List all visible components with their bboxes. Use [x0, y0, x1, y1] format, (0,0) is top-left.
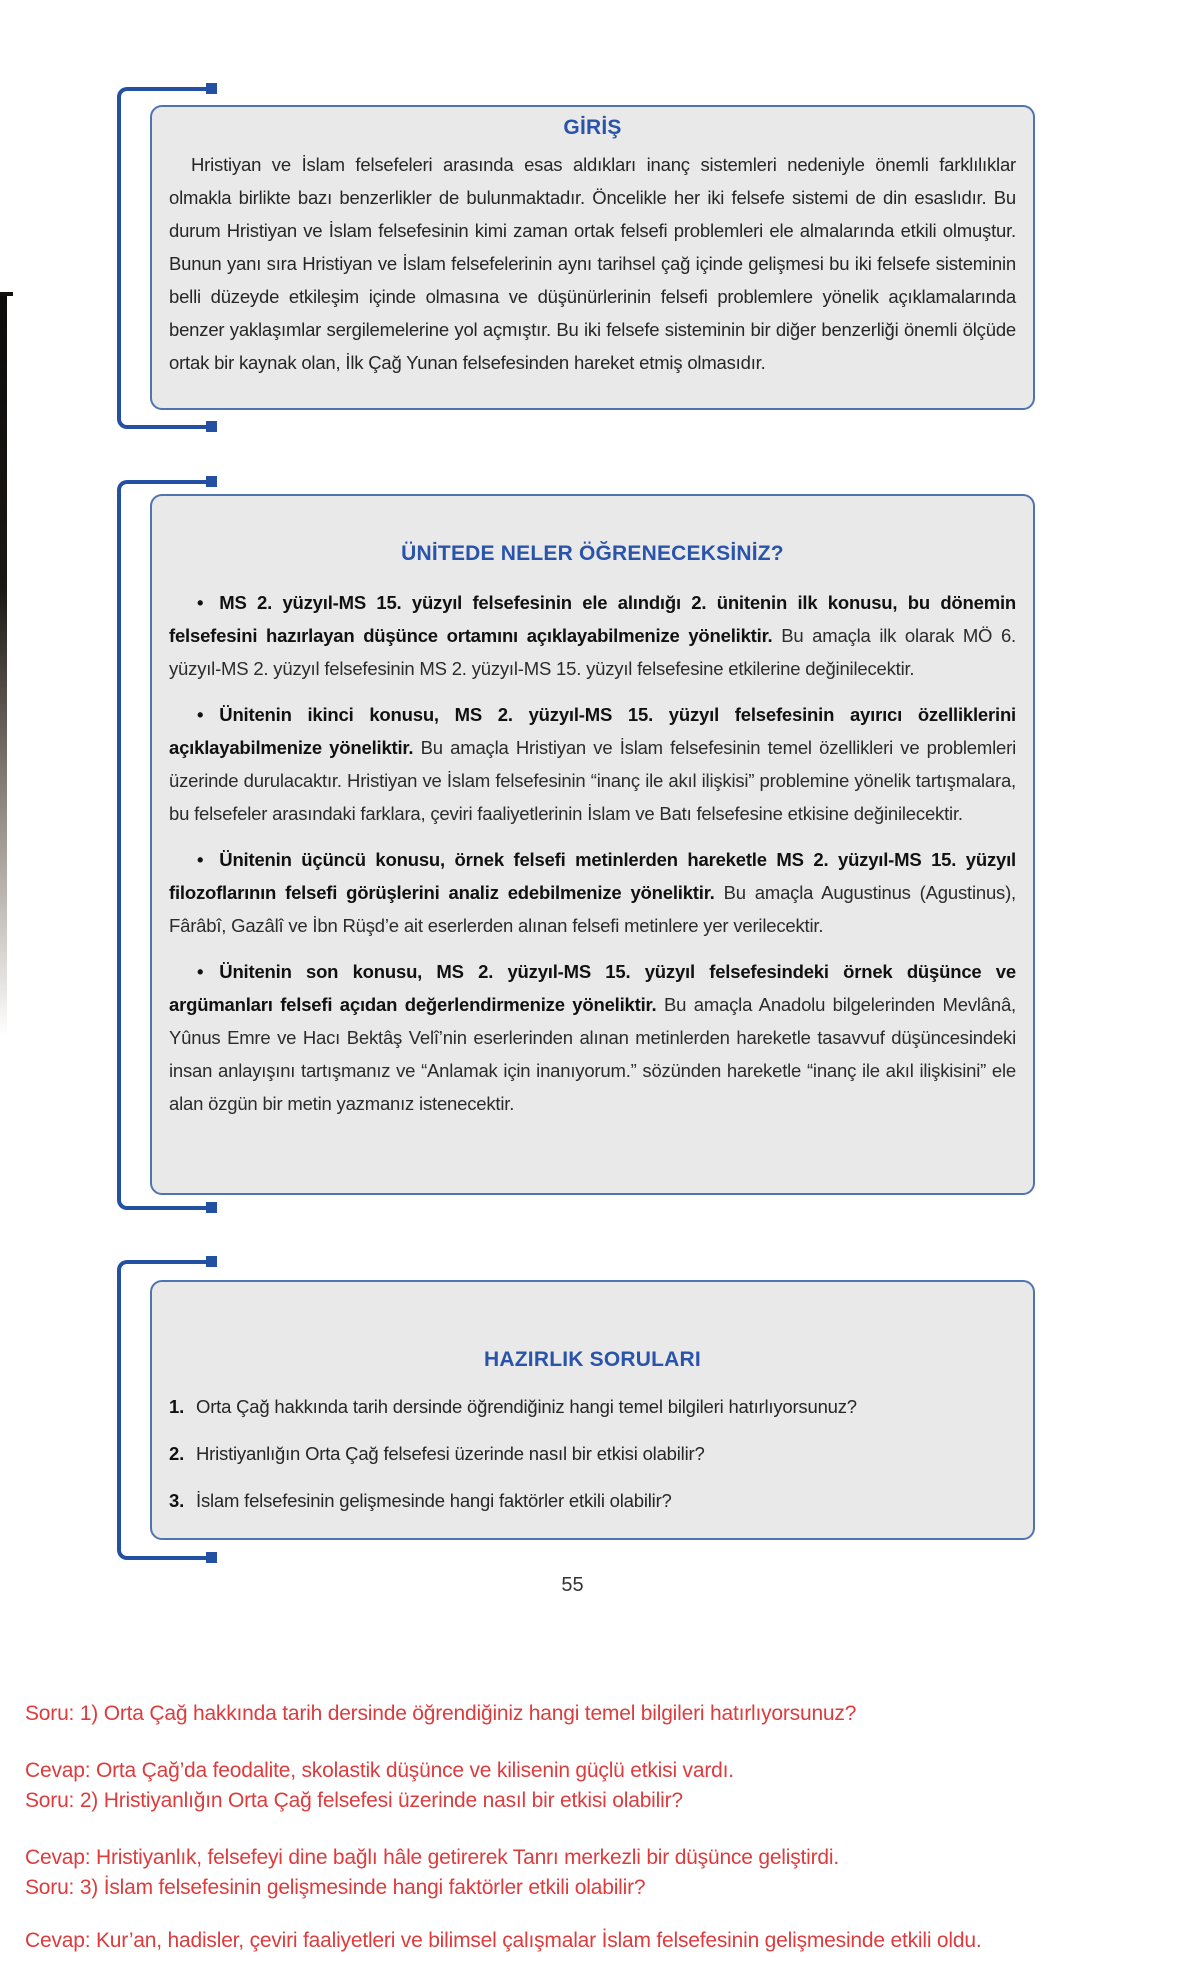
prep-bracket-square-bottom [206, 1552, 217, 1563]
intro-bracket-square-bottom [206, 421, 217, 432]
intro-paragraph: Hristiyan ve İslam felsefeleri arasında esas aldıkları inanç sistemleri nedeniyle önemli farklılıklar olmakla birlikte bazı benzerlikler de bulunmaktadır. Öncelikle her iki felsefe sistemi de din esaslıdır. Bu durum Hristiyan ve İslam felsefesinin kimi zaman ortak felsefi problemleri ele almalarında etkili olmuştur. Bunun yanı sıra Hristiyan ve İslam felsefelerinin aynı tarihsel çağ içinde gelişmesi bu iki felsefe sisteminin belli düzeyde etkileşim içinde olmasına ve düşünürlerinin felsefi problemlere yönelik açıklamalarında benzer yaklaşımlar sergilemelerine yol açmıştır. Bu iki felsefe sisteminin bir diğer benzerliği önemli ölçüde ortak bir kaynak olan, İlk Çağ Yunan felsefesinden hareket etmiş olmasıdır. [169, 154, 1016, 373]
objectives-panel [150, 494, 1035, 1195]
intro-bracket-square-top [206, 83, 217, 94]
objective-bullet-4-rest: Bu amaçla Anadolu bilgelerinden Mevlânâ, Yûnus Emre ve Hacı Bektâş Velî’nin eserlerinden alınan metinlerden hareketle tasavvuf düşüncesindeki insan anlayışını tartışmanız ve “Anlamak için inanıyorum.” sözünden hareketle “inanç ile akıl ilişkisini” ele alan özgün bir metin yazmanız istenecektir. [169, 994, 1016, 1114]
objective-bullet-3-bold: Ünitenin üçüncü konusu, örnek felsefi metinlerden hareketle MS 2. yüzyıl-MS 15. yüzyıl filozoflarının felsefi görüşlerini analiz edebilmenize yöneliktir. [169, 849, 1016, 903]
scan-edge-artifact [0, 292, 7, 1036]
prep-question-1-number: 1. [169, 1396, 185, 1417]
objective-bullet-2 [169, 698, 1016, 830]
objectives-title: ÜNİTEDE NELER ÖĞRENECEKSİNİZ? [401, 542, 784, 565]
prep-question-2 [169, 1441, 1016, 1467]
annotation-answer-1: Cevap: Orta Çağ’da feodalite, skolastik düşünce ve kilisenin güçlü etkisi vardı. [25, 1759, 734, 1782]
bullet-icon: • [197, 592, 204, 613]
objective-bullet-1 [169, 586, 1016, 685]
objective-bullet-2-rest: Bu amaçla Hristiyan ve İslam felsefesinin temel özellikleri ve problemleri üzerinde durulacaktır. Hristiyan ve İslam felsefesinin “inanç ile akıl ilişkisi” problemine yönelik tartışmalara, bu felsefeler arasındaki farklara, çeviri faaliyetlerinin İslam ve Batı felsefesine etkisine değinilecektir. [169, 737, 1016, 824]
intro-title: GİRİŞ [563, 116, 622, 139]
prep-question-3-text: İslam felsefesinin gelişmesinde hangi faktörler etkili olabilir? [196, 1490, 672, 1511]
annotation-question-2: Soru: 2) Hristiyanlığın Orta Çağ felsefesi üzerinde nasıl bir etkisi olabilir? [25, 1789, 683, 1812]
prep-question-3 [169, 1488, 1016, 1514]
objective-bullet-1-rest: Bu amaçla ilk olarak MÖ 6. yüzyıl-MS 2. yüzyıl felsefesinin MS 2. yüzyıl-MS 15. yüzyıl felsefesine etkilerine değinilecektir. [169, 625, 1016, 679]
bullet-icon: • [197, 849, 204, 870]
prep-question-1 [169, 1394, 1016, 1420]
objective-bullet-3 [169, 843, 1016, 942]
annotation-answer-3: Cevap: Kur’an, hadisler, çeviri faaliyetleri ve bilimsel çalışmalar İslam felsefesinin gelişmesinde etkili oldu. [25, 1929, 982, 1952]
bullet-icon: • [197, 704, 204, 725]
bullet-icon: • [197, 961, 204, 982]
annotation-question-3: Soru: 3) İslam felsefesinin gelişmesinde hangi faktörler etkili olabilir? [25, 1876, 646, 1899]
prep-question-2-number: 2. [169, 1443, 185, 1464]
scan-edge-notch [0, 292, 13, 296]
intro-panel [150, 105, 1035, 410]
annotation-answer-2: Cevap: Hristiyanlık, felsefeyi dine bağlı hâle getirerek Tanrı merkezli bir düşünce geliştirdi. [25, 1846, 839, 1869]
annotations-block [25, 1699, 1165, 1956]
prep-question-2-text: Hristiyanlığın Orta Çağ felsefesi üzerinde nasıl bir etkisi olabilir? [196, 1443, 705, 1464]
objective-bullet-4 [169, 955, 1016, 1120]
objective-bullet-4-bold: Ünitenin son konusu, MS 2. yüzyıl-MS 15. yüzyıl felsefesindeki örnek düşünce ve argümanları felsefi açıdan değerlendirmenize yöneliktir. [169, 961, 1016, 1015]
objectives-bracket-square-top [206, 476, 217, 487]
annotation-question-1: Soru: 1) Orta Çağ hakkında tarih dersinde öğrendiğiniz hangi temel bilgileri hatırlıyorsunuz? [25, 1702, 857, 1725]
prep-title: HAZIRLIK SORULARI [484, 1348, 701, 1371]
objectives-bracket-square-bottom [206, 1202, 217, 1213]
prep-question-1-text: Orta Çağ hakkında tarih dersinde öğrendiğiniz hangi temel bilgileri hatırlıyorsunuz? [196, 1396, 857, 1417]
page-number: 55 [561, 1574, 584, 1596]
objective-bullet-1-bold: MS 2. yüzyıl-MS 15. yüzyıl felsefesinin ele alındığı 2. ünitenin ilk konusu, bu dönemin felsefesini hazırlayan düşünce ortamını açıklayabilmenize yöneliktir. [169, 592, 1016, 646]
prep-bracket-square-top [206, 1256, 217, 1267]
prep-question-3-number: 3. [169, 1490, 185, 1511]
prep-panel [150, 1280, 1035, 1540]
objective-bullet-2-bold: Ünitenin ikinci konusu, MS 2. yüzyıl-MS 15. yüzyıl felsefesinin ayırıcı özelliklerini açıklayabilmenize yöneliktir. [169, 704, 1016, 758]
objective-bullet-3-rest: Bu amaçla Augustinus (Agustinus), Fârâbî, Gazâlî ve İbn Rüşd’e ait eserlerden alınan felsefi metinlere yer verilecektir. [169, 882, 1016, 936]
